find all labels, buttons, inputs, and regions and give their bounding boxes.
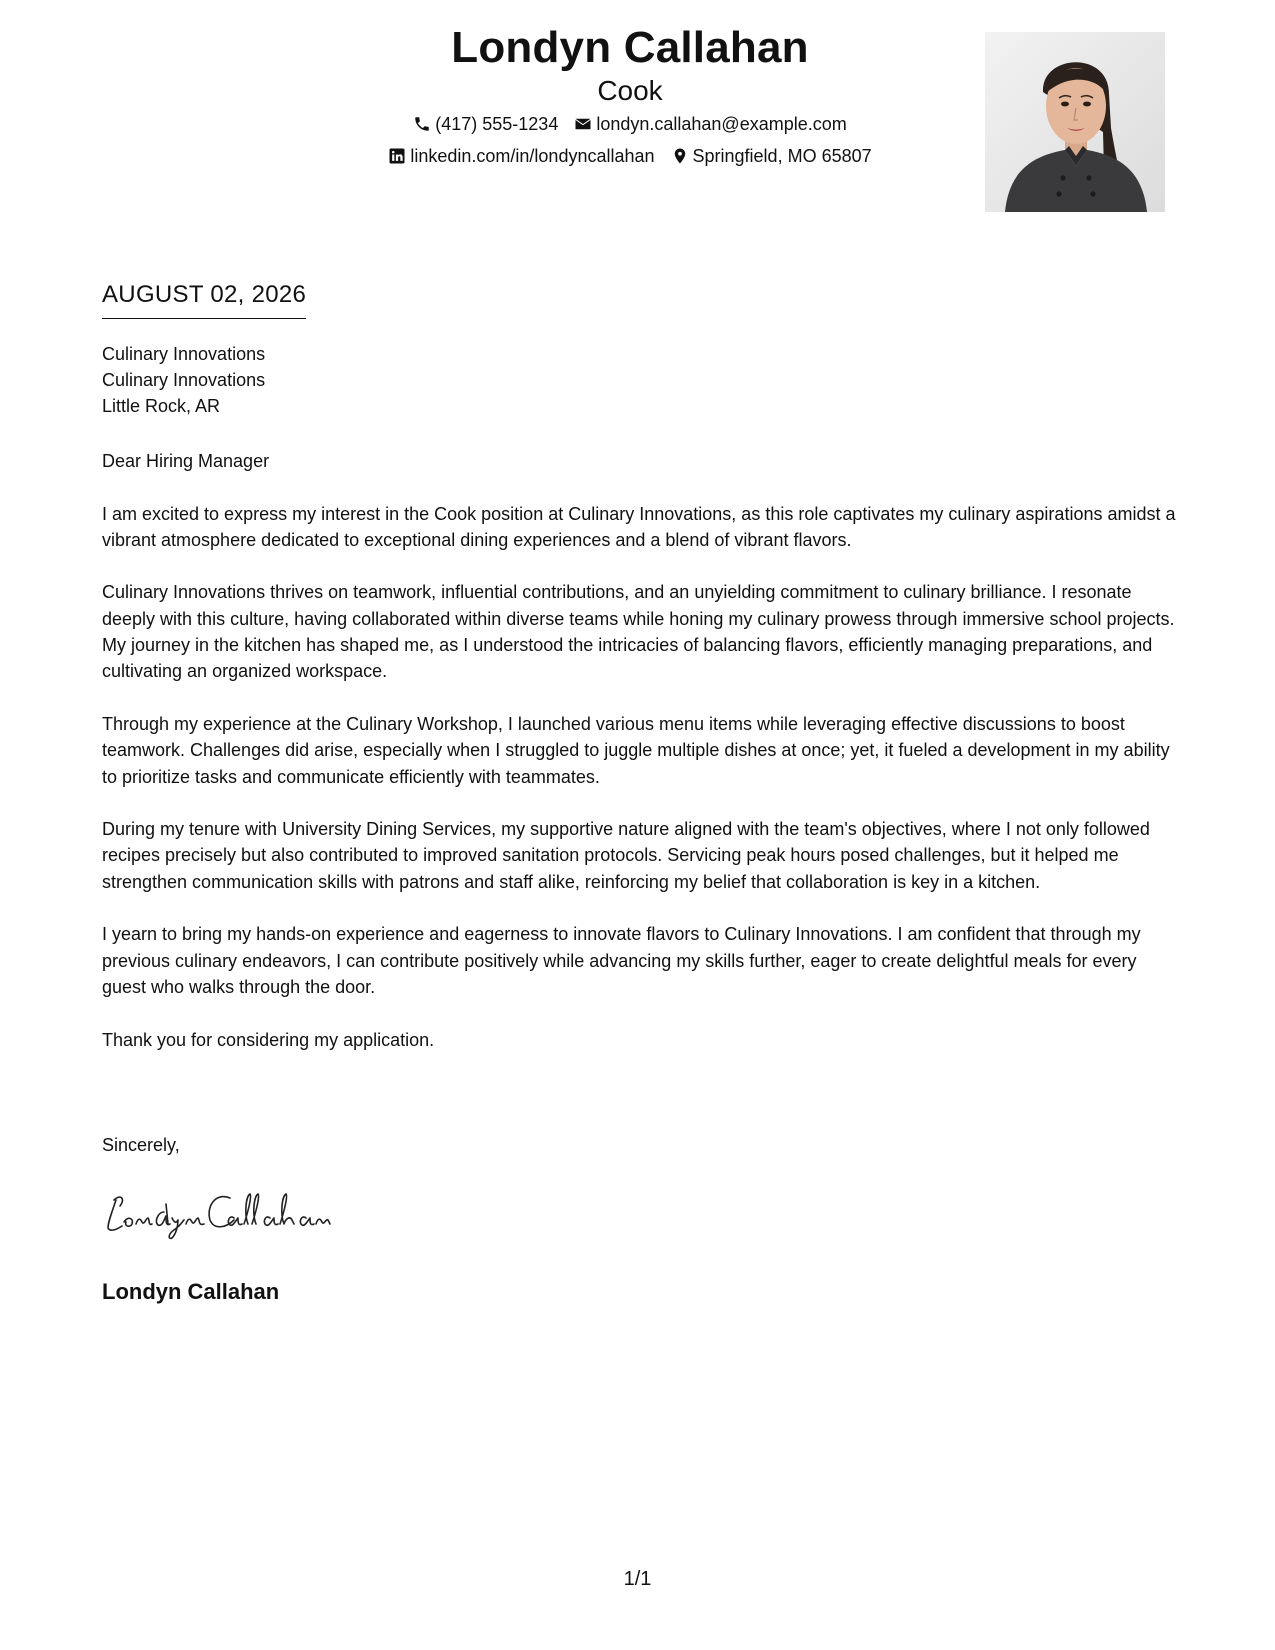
profile-photo <box>985 32 1165 212</box>
phone-icon <box>413 115 431 133</box>
letter-date: AUGUST 02, 2026 <box>102 280 306 319</box>
location-text: Springfield, MO 65807 <box>692 146 872 166</box>
recipient-block <box>102 341 265 419</box>
recipient-line: Little Rock, AR <box>102 396 221 416</box>
envelope-icon <box>574 115 592 133</box>
contact-email[interactable] <box>574 112 846 136</box>
contact-location <box>671 144 872 168</box>
page-number: 1/1 <box>623 1568 652 1590</box>
phone-text: (417) 555-1234 <box>435 114 559 134</box>
closing-text: Sincerely, <box>102 1135 180 1155</box>
contact-linkedin[interactable] <box>388 144 654 168</box>
contact-phone[interactable] <box>413 112 558 136</box>
signer-name: Londyn Callahan <box>102 1279 280 1304</box>
email-text: londyn.callahan@example.com <box>596 114 847 134</box>
map-pin-icon <box>671 147 689 165</box>
recipient-line: Culinary Innovations <box>102 370 266 390</box>
applicant-name: Londyn Callahan <box>451 23 809 72</box>
handwritten-signature <box>102 1182 362 1242</box>
linkedin-text: linkedin.com/in/londyncallahan <box>410 146 655 166</box>
letter-body <box>102 448 1177 1079</box>
recipient-line: Culinary Innovations <box>102 344 266 364</box>
body-paragraph: Culinary Innovations thrives on teamwork, influential contributions, and an unyielding commitment to culinary brilliance. I resonate deeply with this culture, having collaborated within diverse teams while honing my culinary prowess through immersive school projects. My journey in the kitchen has shaped me, as I understood the intricacies of balancing flavors, efficiently managing preparations, and cultivating an organized workspace. <box>102 582 1175 682</box>
body-paragraph: During my tenure with University Dining Services, my supportive nature aligned with the team's objectives, where I not only followed recipes precisely but also contributed to improved sanitation protocols. Servicing peak hours posed challenges, but it helped me strengthen communication skills with patrons and staff alike, reinforcing my belief that collaboration is key in a kitchen. <box>102 819 1150 892</box>
body-paragraph: Through my experience at the Culinary Workshop, I launched various menu items while leveraging effective discussions to boost teamwork. Challenges did arise, especially when I struggled to juggle multiple dishes at once; yet, it fueled a development in my ability to prioritize tasks and communicate efficiently with teammates. <box>102 713 1170 787</box>
body-paragraph: I am excited to express my interest in the Cook position at Culinary Innovations, as this role captivates my culinary aspirations amidst a vibrant atmosphere dedicated to exceptional dining experiences and a blend of vibrant flavors. <box>102 503 1176 550</box>
linkedin-icon <box>388 147 406 165</box>
salutation: Dear Hiring Manager <box>102 451 270 471</box>
applicant-role: Cook <box>597 75 663 106</box>
body-paragraph: I yearn to bring my hands-on experience and eagerness to innovate flavors to Culinary Innovations. I am confident that through my previous culinary endeavors, I can contribute positively while advancing my skills further, eager to create delightful meals for every guest who walks through the door. <box>102 924 1141 997</box>
body-paragraph: Thank you for considering my application. <box>102 1029 435 1050</box>
